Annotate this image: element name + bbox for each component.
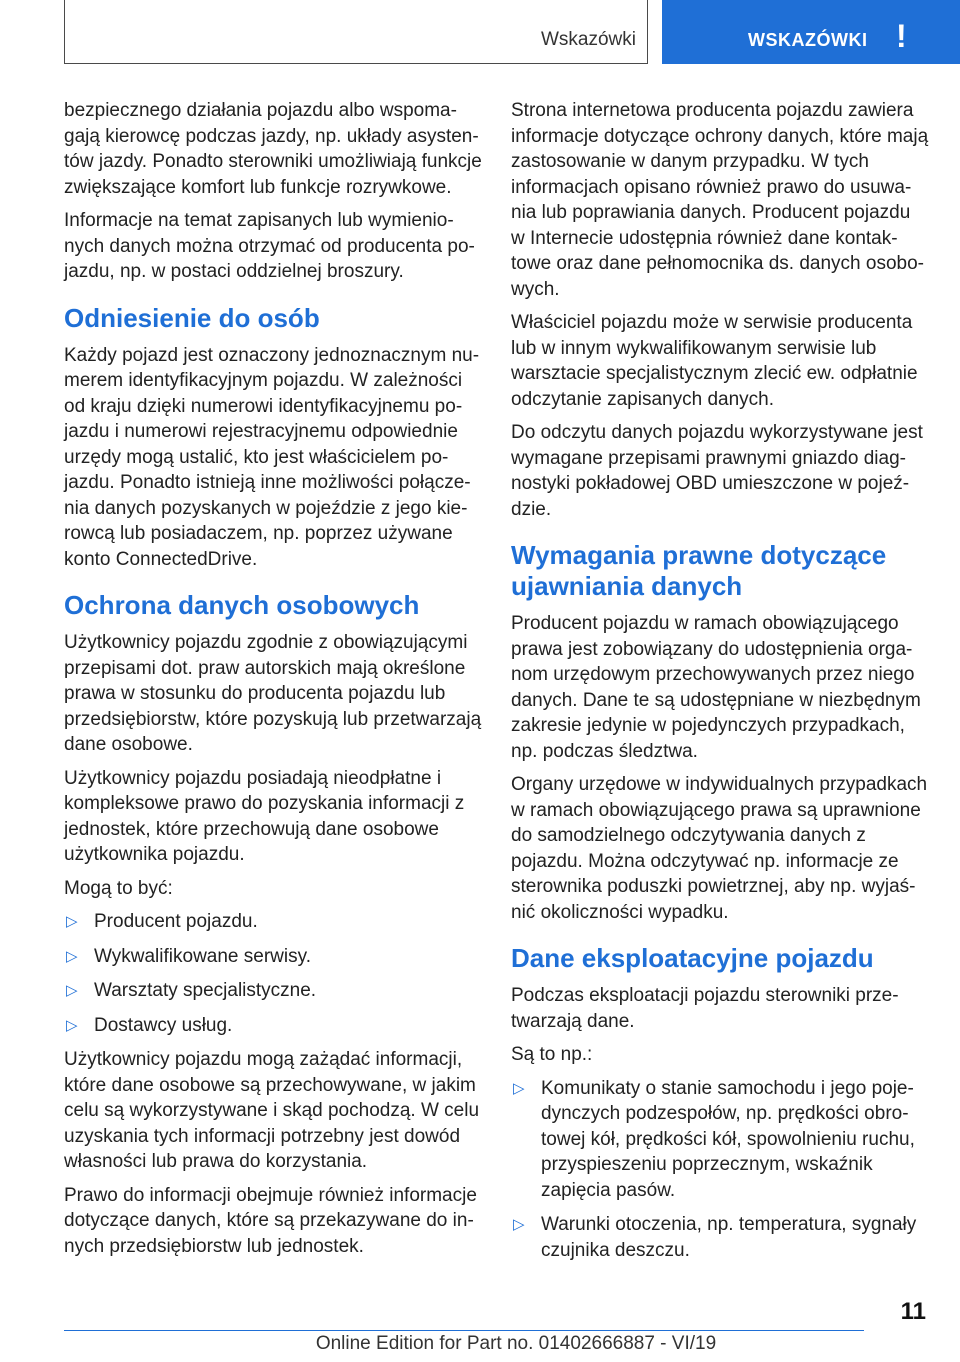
footer-edition: Online Edition for Part no. 01402666887 - VI/19 (315, 1333, 717, 1354)
list-item (511, 1212, 929, 1263)
paragraph: Użytkownicy pojazdu mogą zażądać informacji, które dane osobowe są przechowywane, w jakim celu są wykorzystywane i skąd pochodzą. W celu uzyskania tych informacji potrzebny jest dowód własności lub prawa do korzystania. (64, 1049, 480, 1172)
header-chapter-title: WSKAZÓWKI (748, 30, 868, 50)
list-item-text: Warunki otoczenia, np. temperatura, sygnały czujnika deszczu. (541, 1214, 917, 1261)
paragraph: Są to np.: (511, 1044, 593, 1065)
bullet-list (64, 909, 482, 1038)
bullet-list (511, 1076, 929, 1264)
list-item (64, 1013, 482, 1039)
section-heading: Wymagania prawne dotyczące ujawniania danych (511, 540, 887, 601)
section-heading: Dane eksploatacyjne pojazdu (511, 943, 874, 973)
paragraph: Każdy pojazd jest oznaczony jednoznacznym numerem identyfikacyjnym pojazdu. W zależności od kraju dzięki numerowi identyfikacyjnemu pojazdu i numerowi rejestracyjnemu odpowiednie urzędy mogą ustalić, kto jest właścicielem pojazdu. Ponadto istnieją inne możliwości połączenia danych pozyskanych w pojeździe z jego kierowcą lub posiadaczem, np. poprzez używane konto ConnectedDrive. (64, 344, 480, 570)
triangle-bullet-icon: ▷ (66, 947, 78, 965)
triangle-bullet-icon: ▷ (66, 1016, 78, 1034)
triangle-bullet-icon: ▷ (513, 1216, 525, 1233)
list-item (64, 978, 482, 1004)
paragraph: Organy urzędowe w indywidualnych przypadkach w ramach obowiązującego prawa są uprawnione do samodzielnego odczytywania danych z pojazdu. Można odczytywać np. informacje ze sterownika poduszki powietrznej, aby np. wyjaśnić okoliczności wypadku. (511, 774, 928, 923)
paragraph: Producent pojazdu w ramach obowiązującego prawa jest zobowiązany do udostępnienia organom urzędowym przechowywanych przez niego danych. Dane te są udostępniane w niezbędnym zakresie jedynie w pojedynczych przypadkach, np. podczas śledztwa. (511, 613, 921, 762)
triangle-bullet-icon: ▷ (66, 913, 78, 930)
paragraph: Do odczytu danych pojazdu wykorzystywane jest wymagane przepisami prawnymi gniazdo diagnostyki pokładowej OBD umieszczone w pojeździe. (511, 422, 923, 520)
paragraph: Użytkownicy pojazdu posiadają nieodpłatne i kompleksowe prawo do pozyskania informacji z jednostek, które przechowują dane osobowe użytkownika pojazdu. (64, 767, 465, 865)
list-item (511, 1076, 929, 1204)
paragraph: Prawo do informacji obejmuje również informacje dotyczące danych, które są przekazywane do innych przedsiębiorstw lub jednostek. (64, 1184, 477, 1257)
paragraph: Mogą to być: (64, 877, 173, 899)
right-column (511, 98, 929, 1272)
footer-divider (64, 1330, 864, 1331)
section-heading: Ochrona danych osobowych (64, 590, 420, 620)
exclamation-icon: ! (896, 18, 907, 54)
page-number: 11 (900, 1298, 926, 1325)
list-item (64, 909, 482, 935)
triangle-bullet-icon: ▷ (513, 1079, 525, 1097)
paragraph: Informacje na temat zapisanych lub wymienionych danych można otrzymać od producenta pojazdu, np. w postaci oddzielnej broszury. (64, 210, 475, 282)
header-chapter-bar (662, 0, 960, 64)
paragraph: Strona internetowa producenta pojazdu zawiera informacje dotyczące ochrony danych, które mają zastosowanie w danym przypadku. W tych informacjach opisano również prawo do usuwania lub poprawiania danych. Producent pojazdu w Internecie udostępnia również dane kontaktowe oraz dane pełnomocnika ds. danych osobowych. (511, 100, 929, 300)
header-section-title: Wskazówki (540, 29, 636, 50)
paragraph: Właściciel pojazdu może w serwisie producenta lub w innym wykwalifikowanym serwisie lub warsztacie specjalistycznym zlecić ew. odpłatnie odczytanie zapisanych danych. (511, 312, 918, 410)
list-item-text: Wykwalifikowane serwisy. (94, 945, 311, 967)
list-item-text: Warsztaty specjalistyczne. (94, 980, 317, 1001)
list-item-text: Producent pojazdu. (94, 911, 258, 932)
triangle-bullet-icon: ▷ (66, 982, 78, 999)
list-item-text: Dostawcy usług. (94, 1014, 233, 1036)
paragraph: Użytkownicy pojazdu zgodnie z obowiązującymi przepisami dot. praw autorskich mają określone prawa w stosunku do producenta pojazdu lub przedsiębiorstw, które pozyskują lub przetwarzają dane osobowe. (64, 632, 482, 755)
list-item (64, 944, 482, 970)
left-column (64, 98, 482, 1267)
paragraph: Podczas eksploatacji pojazdu sterowniki przetwarzają dane. (511, 985, 899, 1032)
list-item-text: Komunikaty o stanie samochodu i jego pojedynczych podzespołów, np. prędkości obrotowej kół, prędkości kół, spowolnieniu ruchu, przyspieszeniu poprzecznym, wskaźnik zapięcia pasów. (541, 1077, 915, 1201)
section-heading: Odniesienie do osób (64, 302, 320, 333)
paragraph: bezpiecznego działania pojazdu albo wspomagają kierowcę podczas jazdy, np. układy asystentów jazdy. Ponadto sterowniki umożliwiają funkcje zwiększające komfort lub funkcje rozrywkowe. (64, 100, 482, 198)
